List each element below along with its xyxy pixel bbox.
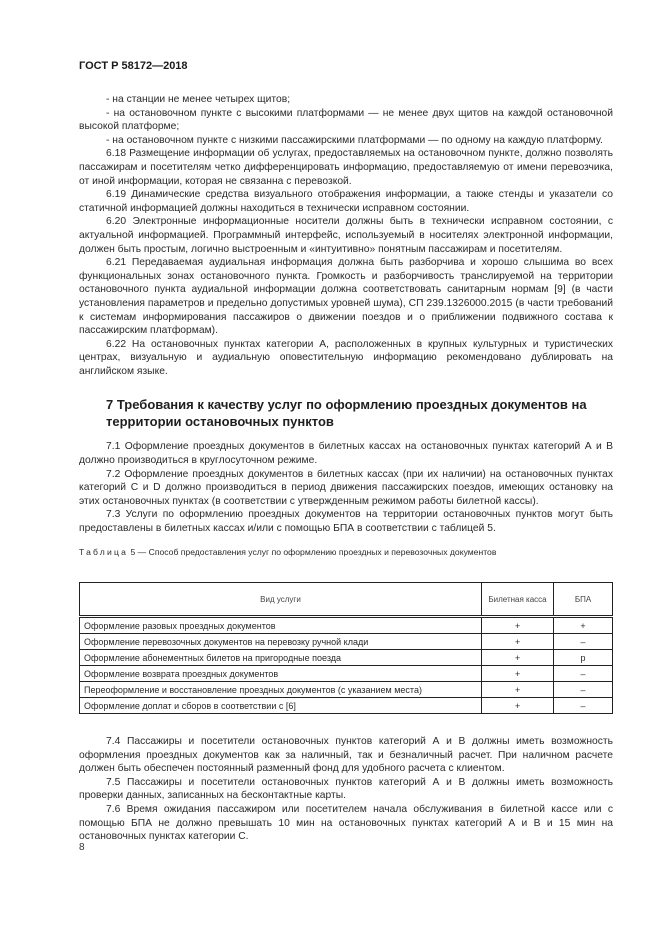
document-body bbox=[79, 93, 613, 558]
cell-ticket-office: + bbox=[482, 666, 554, 682]
paragraph-6-22: 6.22 На остановочных пунктах категории А, расположенных в крупных культурных и туристических центрах, визуальную и аудиальную оповестительную информацию рекомендовано дублировать на английском языке. bbox=[79, 338, 613, 377]
table-5 bbox=[79, 582, 613, 714]
page-number: 8 bbox=[79, 842, 85, 853]
paragraph-6-20: 6.20 Электронные информационные носители должны быть в технически исправном состоянии, с актуальной информацией. Программный интерфейс, используемый в носителях электронной информации, должен быть простым, логично выстроенным и «интуитивно» понятным пассажирам и посетителям. bbox=[79, 216, 613, 255]
table-caption-text: 5 — Способ предоставления услуг по оформлению проездных и перевозочных документов bbox=[130, 546, 497, 557]
table-header-row bbox=[80, 583, 613, 617]
paragraph-6-19: 6.19 Динамические средства визуального отображения информации, а также стенды и указатели со статичной информацией должны находиться в технически исправном состоянии. bbox=[79, 189, 613, 214]
table-row bbox=[80, 698, 613, 714]
table-caption bbox=[79, 546, 613, 558]
paragraph-7-3: 7.3 Услуги по оформлению проездных документов на территории остановочных пунктов могут быть предоставлены в билетных кассах и/или с помощью БПА в соответствии с таблицей 5. bbox=[79, 509, 613, 535]
paragraph-6-21: 6.21 Передаваемая аудиальная информация должна быть разборчива и хорошо слышима во всех функциональных зонах остановочного пункта. Громкость и разборчивость транслируемой на территории остановочного пункта аудиальной информации должна соответствовать санитарным нормам [9] (в части установления параметров и предельно допустимых уровней шума), СП 239.1326000.2015 (в части требований к системам информирования пассажиров о движении поездов и о приближении подвижного состава к пассажирским платформам). bbox=[79, 257, 613, 337]
cell-ticket-office: + bbox=[482, 682, 554, 698]
cell-ticket-office: + bbox=[482, 634, 554, 650]
paragraph-7-1: 7.1 Оформление проездных документов в билетных кассах на остановочных пунктах категорий А и В должно производиться в круглосуточном режиме. bbox=[79, 441, 613, 467]
list-item: - на остановочном пункте с высокими платформами — не менее двух щитов на каждой остановочной высокой платформе; bbox=[79, 107, 613, 133]
cell-bpa: – bbox=[554, 682, 613, 698]
cell-bpa: р bbox=[554, 650, 613, 666]
paragraph-7-6: 7.6 Время ожидания пассажиром или посетителем начала обслуживания в билетной кассе или с помощью БПА не должно превышать 10 мин на остановочных пунктах категорий А и В и 15 мин на остановочных пунктах категории С. bbox=[79, 803, 613, 843]
document-header: ГОСТ Р 58172—2018 bbox=[79, 60, 188, 72]
table-row bbox=[80, 650, 613, 666]
cell-service: Оформление абонементных билетов на пригородные поезда bbox=[80, 650, 482, 666]
cell-bpa: – bbox=[554, 666, 613, 682]
list-item: - на остановочном пункте с низкими пассажирскими платформами — по одному на каждую платформу. bbox=[106, 134, 603, 146]
table-row bbox=[80, 666, 613, 682]
table-caption-label: Таблица bbox=[79, 546, 129, 557]
cell-ticket-office: + bbox=[482, 698, 554, 714]
table-row bbox=[80, 682, 613, 698]
paragraph-7-4: 7.4 Пассажиры и посетители остановочных пунктов категорий А и В должны иметь возможность оформления проездных документов как за наличный, так и безналичный расчет. При наличном расчете должен быть обеспечен постоянный разменный фонд для удобного расчета с клиентом. bbox=[79, 736, 613, 775]
cell-bpa: + bbox=[554, 617, 613, 634]
paragraph-6-18: 6.18 Размещение информации об услугах, предоставляемых на остановочном пункте, должно позволять пассажирам и посетителям четко дифференцировать информацию, предоставляемую от имени перевозчика, от иной информации, которая не связанна с перевозкой. bbox=[79, 148, 613, 187]
cell-service: Оформление возврата проездных документов bbox=[80, 666, 482, 682]
section-heading: 7 Требования к качеству услуг по оформлению проездных документов на территории остановочных пунктов bbox=[106, 397, 587, 429]
table-row bbox=[80, 634, 613, 650]
paragraph-7-5: 7.5 Пассажиры и посетители остановочных пунктов категорий А и В должны иметь возможность проверки данных, записанных на бесконтактные карты. bbox=[79, 776, 613, 802]
document-body-after-table bbox=[79, 735, 613, 844]
cell-ticket-office: + bbox=[482, 650, 554, 666]
cell-service: Оформление доплат и сборов в соответствии с [6] bbox=[80, 698, 482, 714]
table-row bbox=[80, 617, 613, 634]
header-bpa: БПА bbox=[554, 583, 613, 617]
cell-service: Оформление разовых проездных документов bbox=[80, 617, 482, 634]
paragraph-7-2: 7.2 Оформление проездных документов в билетных кассах (при их наличии) на остановочных пунктах категорий С и D должно производиться в период движения пассажирских поездов, имеющих остановку на этих остановочных пунктах (в соответствии с утвержденным режимом работы билетной кассы). bbox=[79, 468, 613, 507]
header-ticket-office: Билетная касса bbox=[482, 583, 554, 617]
cell-service: Оформление перевозочных документов на перевозку ручной клади bbox=[80, 634, 482, 650]
cell-service: Переоформление и восстановление проездных документов (с указанием места) bbox=[80, 682, 482, 698]
cell-ticket-office: + bbox=[482, 617, 554, 634]
cell-bpa: – bbox=[554, 634, 613, 650]
list-item: - на станции не менее четырех щитов; bbox=[106, 94, 291, 105]
cell-bpa: – bbox=[554, 698, 613, 714]
header-service-type: Вид услуги bbox=[80, 583, 482, 617]
